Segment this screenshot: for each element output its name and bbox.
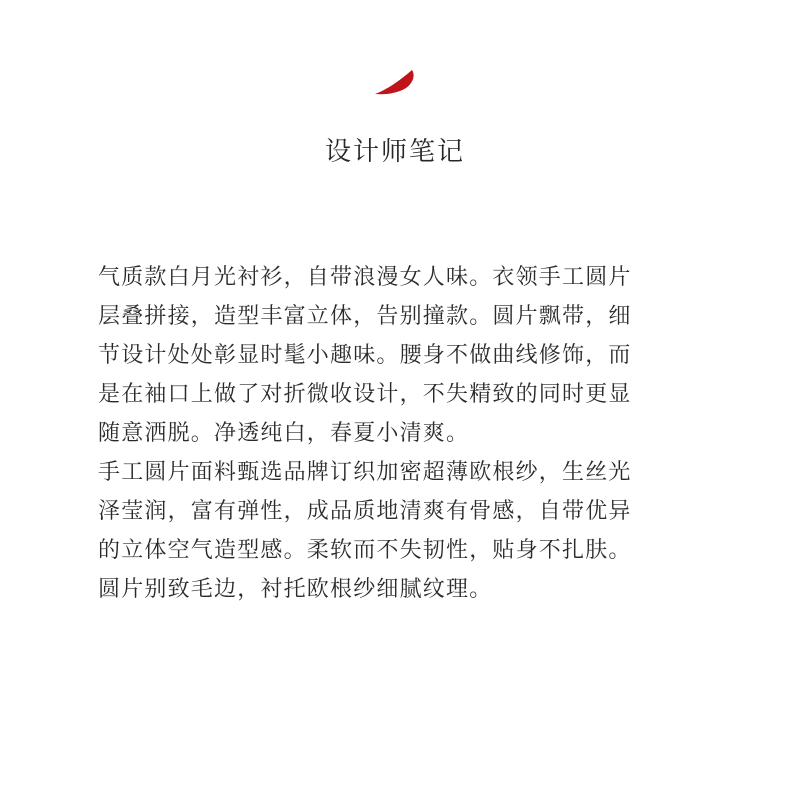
- text-line: 层叠拼接，造型丰富立体，告别撞款。圆片飘带，细: [98, 304, 632, 329]
- paragraph-design: [98, 258, 698, 453]
- notes-body: [98, 258, 698, 609]
- text-line: 圆片别致毛边，衬托欧根纱细腻纹理。: [98, 577, 493, 602]
- text-line: 手工圆片面料甄选品牌订织加密超薄欧根纱，生丝光: [98, 460, 632, 485]
- text-line: 的立体空气造型感。柔软而不失韧性，贴身不扎肤。: [98, 538, 632, 563]
- text-line: 是在袖口上做了对折微收设计，不失精致的同时更显: [98, 382, 632, 407]
- page-title: 设计师笔记: [324, 137, 465, 167]
- text-line: 泽莹润，富有弹性，成品质地清爽有骨感，自带优异: [98, 499, 632, 524]
- paragraph-fabric: [98, 453, 698, 609]
- text-line: 气质款白月光衬衫，自带浪漫女人味。衣领手工圆片: [98, 265, 632, 290]
- text-line: 节设计处处彰显时髦小趣味。腰身不做曲线修饰，而: [98, 343, 632, 368]
- red-brushstroke-icon: [372, 68, 418, 98]
- text-line: 随意洒脱。净透纯白，春夏小清爽。: [98, 421, 470, 446]
